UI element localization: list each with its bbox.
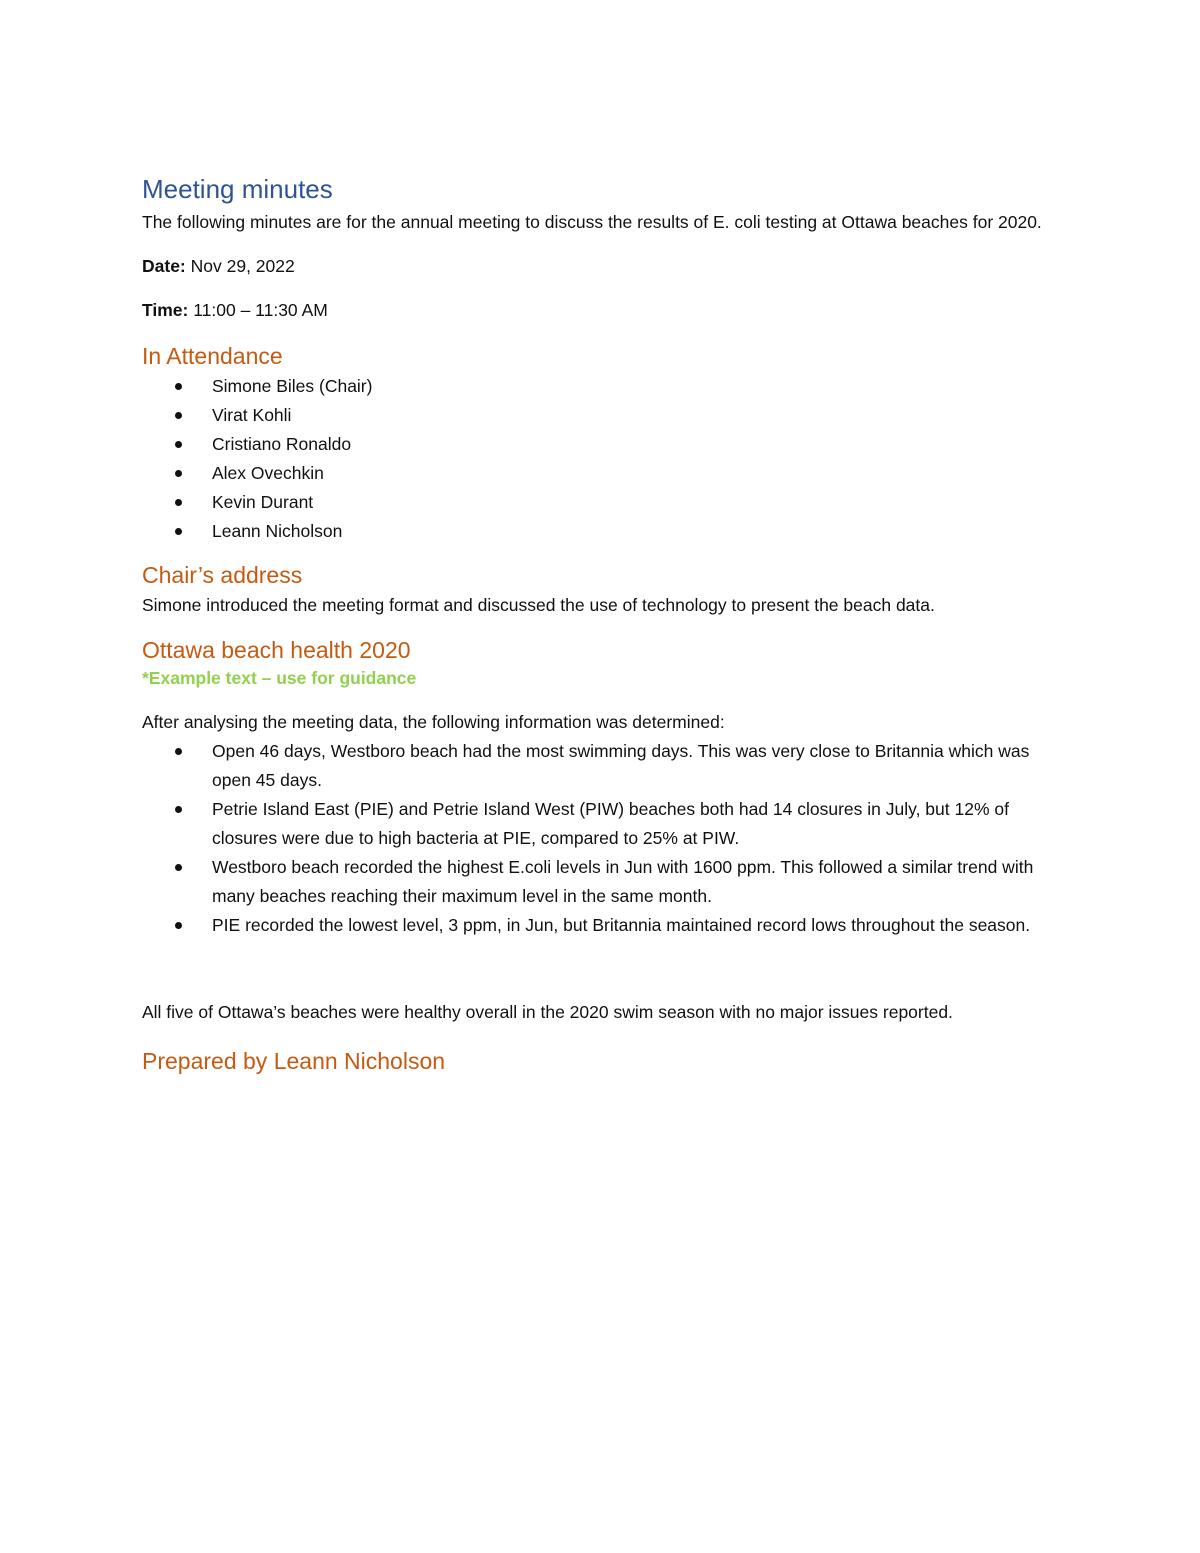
attendee-name: Kevin Durant xyxy=(212,492,314,512)
findings-intro: After analysing the meeting data, the following information was determined: xyxy=(142,712,725,732)
bullet-icon xyxy=(175,383,182,390)
time-value: 11:00 – 11:30 AM xyxy=(188,300,328,320)
attendee-item xyxy=(142,517,1062,546)
bullet-icon xyxy=(175,748,182,755)
bullet-icon xyxy=(175,412,182,419)
attendee-item xyxy=(142,401,1062,430)
document-content xyxy=(142,172,1062,1077)
attendee-item xyxy=(142,372,1062,401)
beach-health-heading: Ottawa beach health 2020 xyxy=(142,637,411,663)
date-line xyxy=(142,252,1062,281)
finding-text: Open 46 days, Westboro beach had the most swimming days. This was very close to Britannia which was open 45 days. xyxy=(212,741,1030,790)
date-value: Nov 29, 2022 xyxy=(185,256,295,276)
attendee-name: Leann Nicholson xyxy=(212,521,343,541)
finding-text: PIE recorded the lowest level, 3 ppm, in Jun, but Britannia maintained record lows throughout the season. xyxy=(212,915,1031,935)
chair-address-text: Simone introduced the meeting format and discussed the use of technology to present the beach data. xyxy=(142,595,935,615)
prepared-by: Prepared by Leann Nicholson xyxy=(142,1048,446,1074)
attendance-list xyxy=(142,372,1062,546)
time-line xyxy=(142,296,1062,325)
finding-item xyxy=(142,853,1062,911)
attendance-heading: In Attendance xyxy=(142,343,283,369)
attendee-item xyxy=(142,430,1062,459)
findings-list xyxy=(142,737,1062,940)
date-label: Date: xyxy=(142,256,186,276)
document-title: Meeting minutes xyxy=(142,174,333,204)
finding-item xyxy=(142,737,1062,795)
intro-paragraph: The following minutes are for the annual meeting to discuss the results of E. coli testing at Ottawa beaches for 2020. xyxy=(142,212,1042,232)
attendee-item xyxy=(142,488,1062,517)
chair-address-heading: Chair’s address xyxy=(142,562,303,588)
example-note: *Example text – use for guidance xyxy=(142,668,417,688)
finding-item xyxy=(142,911,1062,940)
attendee-name: Virat Kohli xyxy=(212,405,292,425)
bullet-icon xyxy=(175,499,182,506)
attendee-item xyxy=(142,459,1062,488)
bullet-icon xyxy=(175,528,182,535)
bullet-icon xyxy=(175,470,182,477)
bullet-icon xyxy=(175,441,182,448)
bullet-icon xyxy=(175,806,182,813)
bullet-icon xyxy=(175,922,182,929)
closing-paragraph: All five of Ottawa’s beaches were healthy overall in the 2020 swim season with no major issues reported. xyxy=(142,1002,953,1022)
finding-text: Westboro beach recorded the highest E.coli levels in Jun with 1600 ppm. This followed a similar trend with many beaches reaching their maximum level in the same month. xyxy=(212,857,1034,906)
bullet-icon xyxy=(175,864,182,871)
finding-text: Petrie Island East (PIE) and Petrie Island West (PIW) beaches both had 14 closures in July, but 12% of closures were due to high bacteria at PIE, compared to 25% at PIW. xyxy=(212,799,1009,848)
attendee-name: Simone Biles (Chair) xyxy=(212,376,373,396)
attendee-name: Cristiano Ronaldo xyxy=(212,434,352,454)
finding-item xyxy=(142,795,1062,853)
time-label: Time: xyxy=(142,300,189,320)
attendee-name: Alex Ovechkin xyxy=(212,463,324,483)
